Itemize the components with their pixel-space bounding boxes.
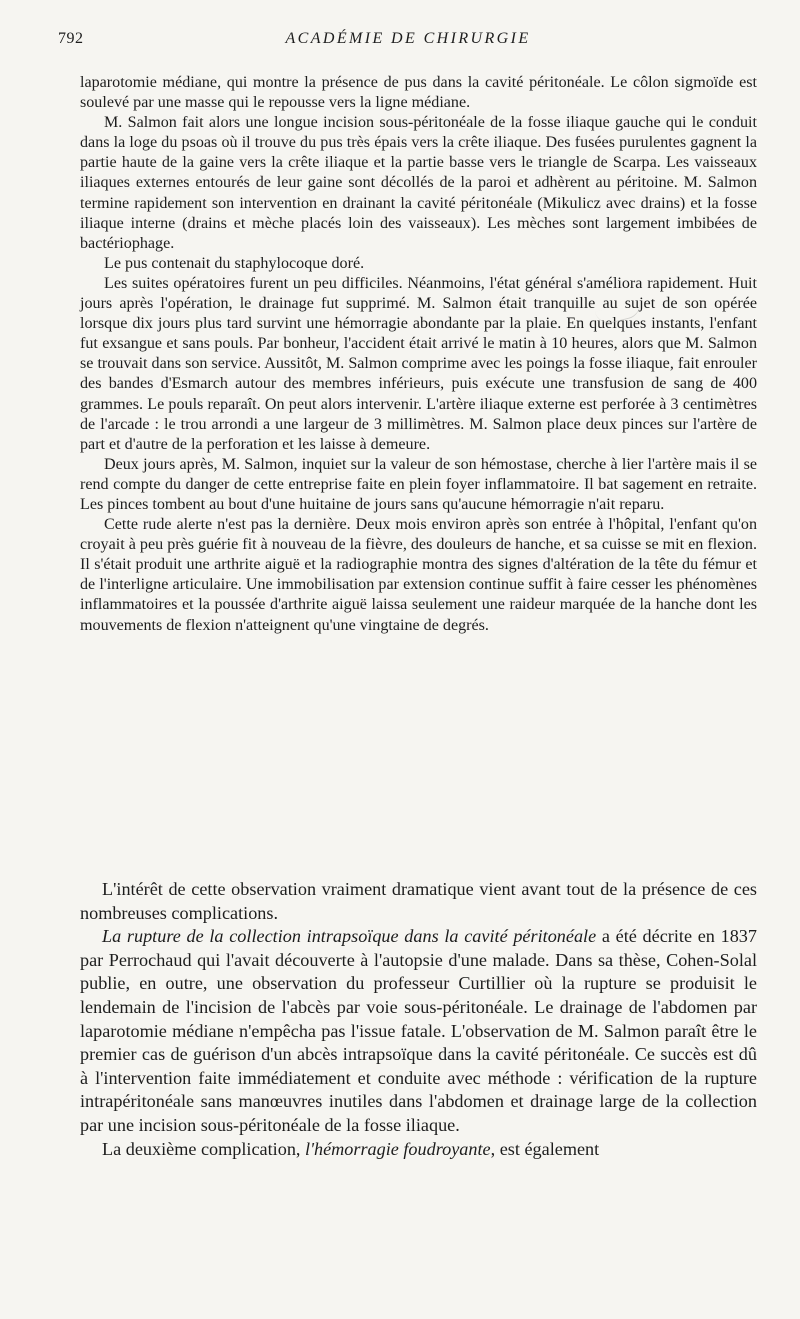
- commentary-paragraph: [80, 925, 757, 1137]
- paragraph-text: a été décrite en 1837 par Perrochaud qui l'avait découverte à l'autopsie d'une malade. Dans sa thèse, Cohen-Solal publie, en outre, une observation du professeur Curtillier où la rupture se produisit le lendemain de l'incision de l'abcès par voie sous-péritonéale. Le drainage de l'abdomen par laparotomie médiane n'empêcha pas l'issue fatale. L'observation de M. Salmon paraît être le premier cas de guérison d'un abcès intrapsoïque dans la cavité péritonéale. Ce succès est dû à l'intervention faite immédiatement et conduite avec méthode : vérification de la rupture intrapéritonéale sans manœuvres inutiles dans l'abdomen et drainage large de la collection par une incision sous-péritonéale de la fosse iliaque.: [80, 926, 757, 1135]
- observation-text: [80, 73, 757, 636]
- commentary-text: [80, 878, 757, 1161]
- observation-paragraph: M. Salmon fait alors une longue incision sous-péritonéale de la fosse iliaque gauche qui le conduit dans la loge du psoas où il trouve du pus très épais vers la crête iliaque. Des fusées purulentes gagnent la partie haute de la gaine vers la crête iliaque et la partie basse vers le triangle de Scarpa. Les vaisseaux iliaques externes entourés de leur gaine sont décollés de la paroi et adhèrent au péritoine. M. Salmon termine rapidement son intervention en drainant la cavité péritonéale (Mikulicz avec drains) et la fosse iliaque interne (drains et mèche placés loin des vaisseaux). Les mèches sont largement imbibées de bactériophage.: [80, 114, 757, 252]
- italic-phrase: La rupture de la collection intrapsoïque dans la cavité péritonéale: [102, 926, 597, 947]
- paragraph-text: , est également: [490, 1138, 600, 1159]
- paragraph-text: La deuxième complication,: [102, 1138, 306, 1159]
- page-number: 792: [58, 30, 84, 47]
- commentary-paragraph: [80, 1138, 757, 1162]
- observation-paragraph: Deux jours après, M. Salmon, inquiet sur la valeur de son hémostase, cherche à lier l'artère mais il se rend compte du danger de cette entreprise faite en plein foyer inflammatoire. Il bat sagement en retraite. Les pinces tombent au bout d'une huitaine de jours sans qu'aucune hémorragie n'ait reparu.: [80, 455, 757, 513]
- running-title: ACADÉMIE DE CHIRURGIE: [285, 30, 531, 47]
- observation-paragraph: Les suites opératoires furent un peu difficiles. Néanmoins, l'état général s'améliora rapidement. Huit jours après l'opération, le drainage fut supprimé. M. Salmon était tranquille au sujet de son opérée lorsque dix jours plus tard survint une hémorragie abondante par la plaie. En quelques instants, l'enfant fut exsangue et sans pouls. Par bonheur, l'accident était arrivé le matin à 10 heures, alors que M. Salmon se trouvait dans son service. Aussitôt, M. Salmon comprime avec les poings la fosse iliaque, fait enrouler des bandes d'Esmarch autour des membres inférieurs, puis exécute une transfusion de sang de 400 grammes. Le pouls reparaît. On peut alors intervenir. L'artère iliaque externe est perforée à 3 centimètres de l'arcade : le trou arrondi a une largeur de 3 millimètres. M. Salmon place deux pinces sur l'artère de part et d'autre de la perforation et les laisse à demeure.: [80, 274, 757, 453]
- observation-paragraph: Le pus contenait du staphylocoque doré.: [104, 254, 365, 272]
- observation-paragraph: laparotomie médiane, qui montre la présence de pus dans la cavité péritonéale. Le côlon sigmoïde est soulevé par une masse qui le repousse vers la ligne médiane.: [80, 74, 757, 112]
- page-header: [58, 30, 758, 54]
- italic-phrase: l'hémorragie foudroyante: [305, 1138, 491, 1159]
- observation-paragraph: Cette rude alerte n'est pas la dernière. Deux mois environ après son entrée à l'hôpital, l'enfant qu'on croyait à peu près guérie fit à nouveau de la fièvre, des douleurs de hanche, et sa cuisse se mit en flexion. Il s'était produit une arthrite aiguë et la radiographie montra des signes d'altération de la tête du fémur et de l'interligne articulaire. Une immobilisation par extension continue suffit à faire cesser les phénomènes inflammatoires et la poussée d'arthrite aiguë laissa seulement une raideur marquée de la hanche dont les mouvements de flexion n'atteignent qu'une vingtaine de degrés.: [80, 516, 757, 634]
- commentary-paragraph: L'intérêt de cette observation vraiment dramatique vient avant tout de la présence de ces nombreuses complications.: [80, 879, 757, 923]
